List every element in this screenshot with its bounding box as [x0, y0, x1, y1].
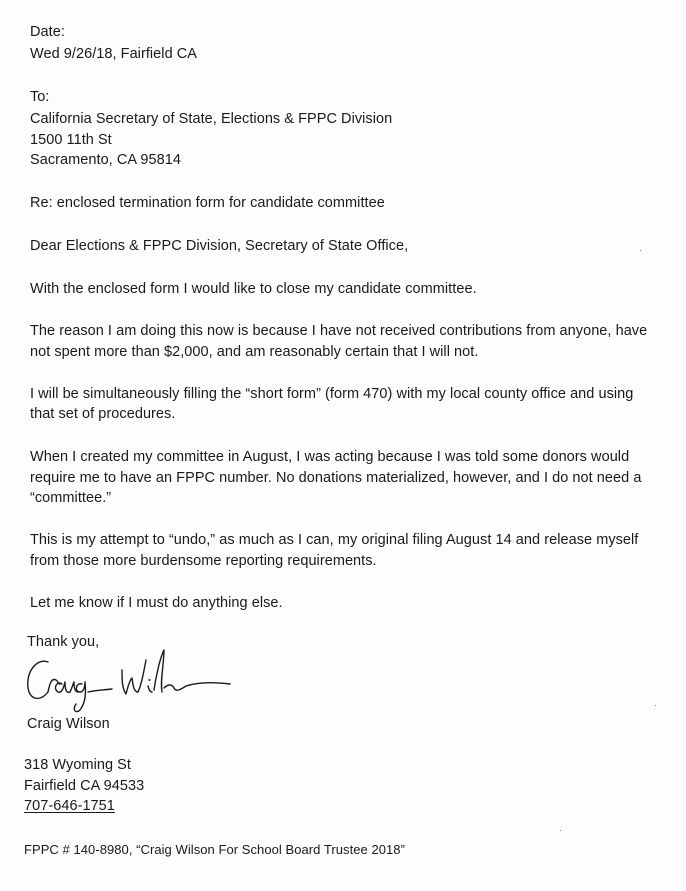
paragraph-5-line-2: from those more burdensome reporting requirements. [30, 553, 377, 569]
scan-speck [560, 830, 561, 831]
address-phone: 707-646-1751 [24, 798, 115, 814]
paragraph-5-line-1: This is my attempt to “undo,” as much as I can, my original filing August 14 and release myself [30, 532, 639, 548]
paragraph-4-line-1: When I created my committee in August, I was acting because I was told some donors would [30, 449, 630, 465]
paragraph-3-line-1: I will be simultaneously filling the “short form” (form 470) with my local county office and using [30, 386, 634, 402]
address-street: 318 Wyoming St [24, 757, 131, 773]
re-line: Re: enclosed termination form for candidate committee [30, 195, 385, 211]
signature-name: Craig Wilson [27, 716, 110, 732]
paragraph-6-line-1: Let me know if I must do anything else. [30, 595, 283, 611]
paragraph-4-line-3: “committee.” [30, 490, 112, 506]
closing: Thank you, [27, 634, 100, 650]
salutation: Dear Elections & FPPC Division, Secretary of State Office, [30, 238, 409, 254]
recipient-line-1: California Secretary of State, Elections & FPPC Division [30, 111, 393, 127]
footer-committee-id: FPPC # 140-8980, “Craig Wilson For School Board Trustee 2018” [24, 842, 405, 857]
scan-speck [640, 250, 641, 251]
paragraph-1-line-1: With the enclosed form I would like to close my candidate committee. [30, 281, 477, 297]
recipient-line-2: 1500 11th St [30, 132, 112, 148]
paragraph-3-line-2: that set of procedures. [30, 406, 176, 422]
date-value: Wed 9/26/18, Fairfield CA [30, 46, 198, 62]
scan-speck [655, 705, 656, 706]
paragraph-4-line-2: require me to have an FPPC number. No donations materialized, however, and I do not need a [30, 470, 642, 486]
paragraph-2-line-1: The reason I am doing this now is because I have not received contributions from anyone, have [30, 323, 648, 339]
recipient-line-3: Sacramento, CA 95814 [30, 152, 181, 168]
address-city: Fairfield CA 94533 [24, 778, 145, 794]
to-label: To: [30, 89, 50, 105]
date-label: Date: [30, 24, 65, 40]
paragraph-2-line-2: not spent more than $2,000, and am reasonably certain that I will not. [30, 344, 479, 360]
handwritten-signature [18, 640, 238, 720]
